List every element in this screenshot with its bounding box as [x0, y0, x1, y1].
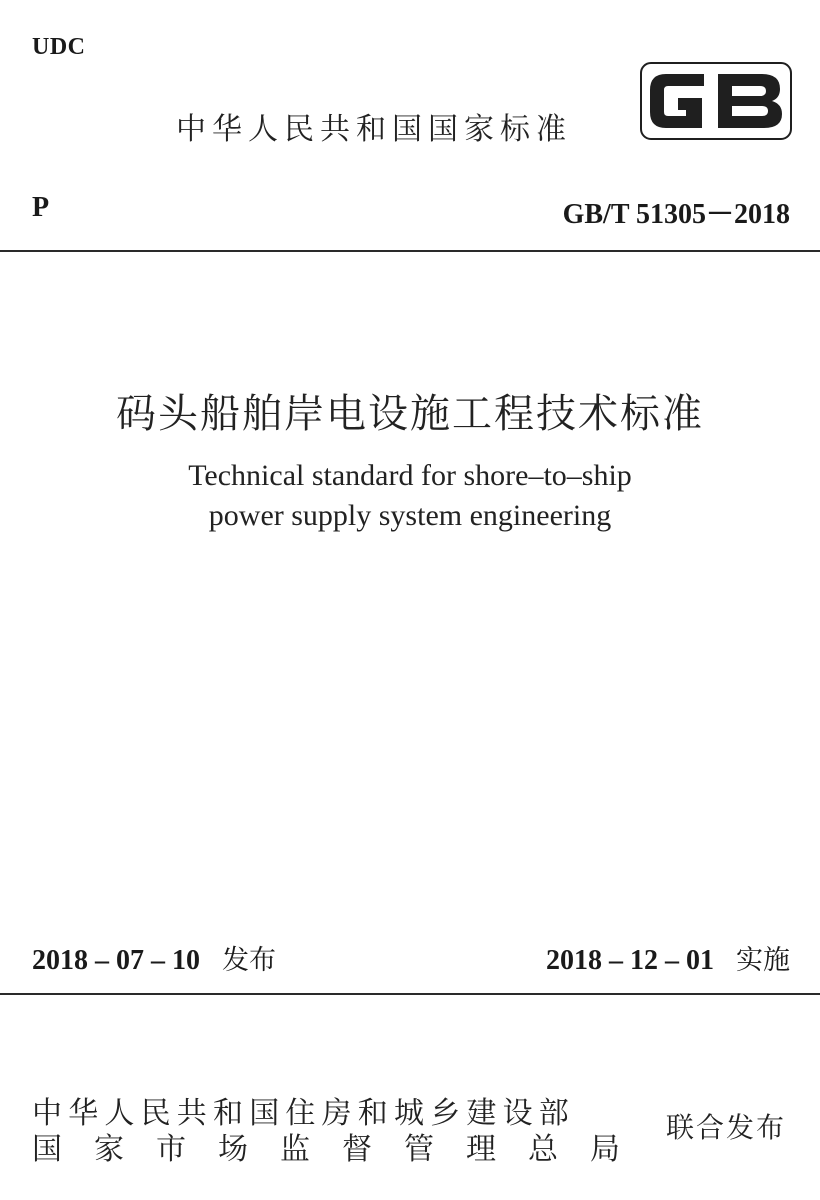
chinese-title: 码头船舶岸电设施工程技术标准 [116, 391, 704, 437]
implementation-date-value: 2018 – 12 – 01 [546, 945, 714, 976]
national-standard-heading: 中华人民共和国国家标准 [176, 112, 572, 147]
english-title-line-1: Technical standard for shore–to–ship [188, 459, 632, 492]
english-title [0, 456, 820, 536]
implementation-date [546, 938, 790, 977]
joint-release-label: 联合发布 [666, 1111, 787, 1144]
issue-date-label: 发布 [222, 945, 276, 976]
issue-date-value: 2018 – 07 – 10 [32, 945, 200, 976]
issuer-administration: 国家市场监督管理总局 [32, 1132, 652, 1167]
udc-label: UDC [32, 34, 86, 60]
gb-logo [640, 62, 792, 140]
top-divider [0, 250, 820, 252]
issue-date [32, 938, 276, 977]
category-code: P [32, 192, 50, 223]
english-title-line-2: power supply system engineering [208, 499, 612, 532]
issuer-ministry: 中华人民共和国住房和城乡建设部 [32, 1096, 575, 1131]
standard-number: GB/T 51305－2018 [562, 199, 790, 230]
implementation-date-label: 实施 [736, 945, 790, 976]
bottom-divider [0, 993, 820, 995]
